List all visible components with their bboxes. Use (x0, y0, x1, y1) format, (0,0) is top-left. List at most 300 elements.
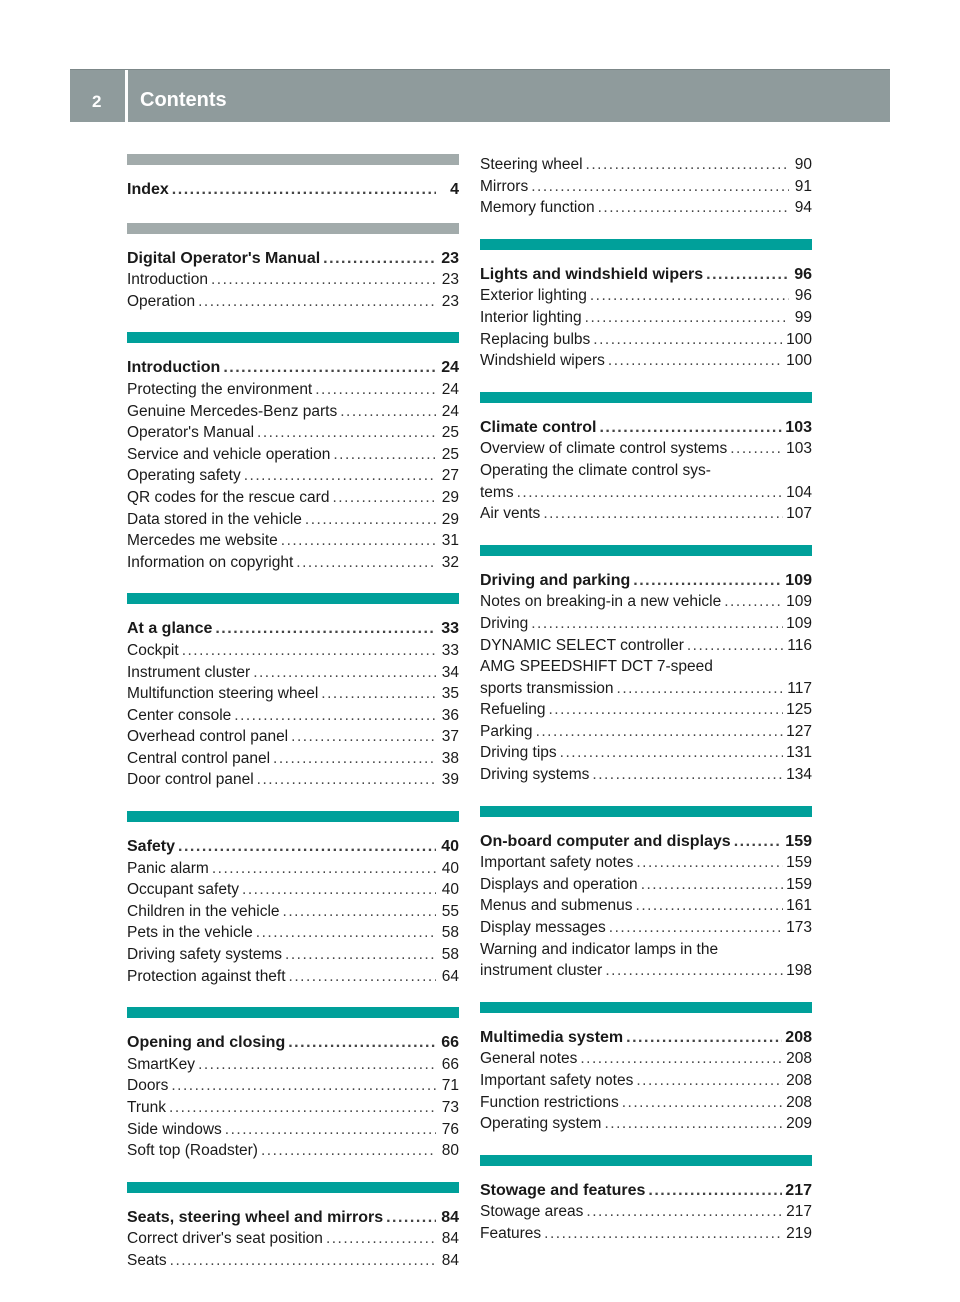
toc-entry-soft-top-roadster[interactable] (127, 1140, 459, 1162)
toc-entry-title: Operation (127, 292, 196, 310)
toc-entry-title: General notes (480, 1050, 578, 1068)
toc-page-number: 109 (786, 593, 812, 611)
toc-page-number: 117 (787, 679, 812, 697)
toc-entry-operation[interactable] (127, 291, 459, 313)
dot-leader (296, 552, 436, 574)
toc-entry-central-control-panel[interactable] (127, 748, 459, 770)
dot-leader (641, 874, 783, 896)
dot-leader (178, 836, 436, 858)
toc-entry-seats[interactable] (127, 1250, 459, 1272)
toc-entry-operator-s-manual[interactable] (127, 422, 459, 444)
toc-section-heading-lights-and-windshield-wipers[interactable] (480, 264, 812, 286)
toc-entry-dynamic-select-controller[interactable] (480, 635, 812, 657)
dot-leader (323, 248, 436, 270)
toc-entry-panic-alarm[interactable] (127, 858, 459, 880)
toc-section-heading-at-a-glance[interactable] (127, 618, 459, 640)
toc-section (480, 1002, 812, 1135)
dot-leader (648, 1180, 782, 1202)
dot-leader (590, 285, 789, 307)
toc-section-heading-driving-and-parking[interactable] (480, 570, 812, 592)
toc-entry-title: Overview of climate control systems (480, 440, 728, 458)
section-bar (127, 811, 459, 822)
toc-entry-title: Important safety notes (480, 854, 634, 872)
toc-entry-title: Seats, steering wheel and mirrors (127, 1208, 384, 1226)
toc-entry-amg-speedshift-dct-7-speed[interactable] (480, 656, 812, 678)
dot-leader (244, 465, 436, 487)
toc-entry-title: Warning and indicator lamps in the (480, 940, 719, 958)
toc-page-number: 34 (441, 663, 459, 681)
toc-entry-title: Service and vehicle operation (127, 445, 331, 463)
toc-section-heading-opening-and-closing[interactable] (127, 1032, 459, 1054)
toc-page-number: 198 (786, 962, 812, 980)
dot-leader (340, 401, 436, 423)
toc-entry-driving-safety-systems[interactable] (127, 944, 459, 966)
toc-page-number: 208 (786, 1072, 812, 1089)
toc-entry-title: DYNAMIC SELECT controller (480, 636, 684, 654)
toc-entry-title: Multimedia system (480, 1028, 624, 1046)
toc-entry-title: Soft top (Roadster) (127, 1142, 258, 1160)
toc-entry-operating-system[interactable] (480, 1113, 812, 1135)
toc-entry-title: Operating safety (127, 467, 241, 485)
dot-leader (333, 444, 436, 466)
toc-page-number: 103 (785, 418, 812, 436)
toc-page-number: 73 (441, 1099, 459, 1116)
toc-entry-title: Driving and parking (480, 571, 631, 589)
toc-section (480, 1155, 812, 1245)
toc-entry-title: Parking (480, 722, 533, 740)
toc-entry-title: instrument cluster (480, 962, 603, 980)
toc-page-number: 23 (441, 271, 459, 289)
toc-entry-title: Operating system (480, 1115, 602, 1133)
page-header (70, 69, 890, 122)
dot-leader (242, 879, 436, 901)
toc-page-number: 217 (785, 1181, 812, 1199)
dot-leader (332, 487, 436, 509)
toc-entry-side-windows[interactable] (127, 1119, 459, 1141)
toc-entry-title: Refueling (480, 701, 546, 719)
toc-entry-title: Notes on breaking-in a new vehicle (480, 593, 722, 611)
dot-leader (223, 357, 436, 379)
toc-entry-data-stored-in-the-vehicle[interactable] (127, 509, 459, 531)
toc-entry-title: Driving (480, 614, 529, 632)
section-bar (480, 1155, 812, 1166)
toc-entry-occupant-safety[interactable] (127, 879, 459, 901)
section-bar (127, 332, 459, 343)
toc-entry-trunk[interactable] (127, 1097, 459, 1119)
dot-leader (609, 917, 783, 939)
toc-page-number: 80 (441, 1142, 459, 1160)
toc-section-heading-safety[interactable] (127, 836, 459, 858)
dot-leader (586, 154, 789, 176)
toc-page-number: 58 (441, 946, 459, 964)
toc-entry-title: Climate control (480, 418, 597, 436)
toc-page-number: 208 (786, 1050, 812, 1068)
dot-leader (724, 591, 783, 613)
toc-entry-title: Mercedes me website (127, 532, 278, 550)
toc-section-heading-multimedia-system[interactable] (480, 1027, 812, 1049)
toc-entry-mirrors[interactable] (480, 176, 812, 198)
toc-section-heading-index[interactable] (127, 179, 459, 201)
dot-leader (599, 417, 782, 439)
toc-entry-driving[interactable] (480, 613, 812, 635)
toc-entry-introduction[interactable] (127, 269, 459, 291)
toc-entry-title: Instrument cluster (127, 663, 251, 681)
toc-entry-sports-transmission[interactable] (480, 678, 812, 700)
toc-page-number: 131 (786, 744, 812, 762)
toc-page-number: 217 (786, 1203, 812, 1221)
toc-entry-title: Important safety notes (480, 1072, 634, 1089)
toc-entry-pets-in-the-vehicle[interactable] (127, 922, 459, 944)
dot-leader (605, 960, 783, 982)
toc-entry-memory-function[interactable] (480, 197, 812, 219)
toc-entry-mercedes-me-website[interactable] (127, 530, 459, 552)
toc-entry-operating-safety[interactable] (127, 465, 459, 487)
toc-entry-title: Safety (127, 838, 176, 856)
dot-leader (305, 509, 436, 531)
toc-entry-overview-of-climate-control-systems[interactable] (480, 438, 812, 460)
toc-page-number: 29 (441, 488, 459, 506)
dot-leader (592, 764, 783, 786)
dot-leader (622, 1092, 783, 1114)
toc-entry-title: Side windows (127, 1120, 222, 1138)
section-bar (127, 154, 459, 165)
dot-leader (198, 291, 436, 313)
toc-section (127, 332, 459, 573)
dot-leader (636, 852, 783, 874)
toc-page-number: 31 (441, 532, 459, 550)
dot-leader (171, 1075, 436, 1097)
dot-leader (549, 699, 784, 721)
toc-section-heading-climate-control[interactable] (480, 417, 812, 439)
toc-entry-warning-and-indicator-lamps-in-the[interactable] (480, 939, 812, 961)
toc-section-heading-digital-operator-s-manual[interactable] (127, 248, 459, 270)
toc-page-number: 24 (441, 402, 459, 420)
toc-page-number: 84 (441, 1230, 459, 1248)
section-bar (127, 1007, 459, 1018)
toc-section (127, 223, 459, 313)
toc-page-number: 24 (441, 380, 459, 398)
toc-entry-title: Central control panel (127, 749, 271, 767)
toc-page-number: 100 (786, 330, 812, 348)
toc-page-number: 71 (441, 1077, 459, 1095)
toc-entry-doors[interactable] (127, 1075, 459, 1097)
toc-entry-replacing-bulbs[interactable] (480, 329, 812, 351)
toc-entry-title: Replacing bulbs (480, 330, 591, 348)
toc-entry-display-messages[interactable] (480, 917, 812, 939)
toc-page-number: 55 (441, 902, 459, 920)
dot-leader (225, 1119, 436, 1141)
toc-entry-protection-against-theft[interactable] (127, 966, 459, 988)
toc-page-number: 23 (441, 249, 459, 267)
toc-entry-title: Interior lighting (480, 308, 582, 326)
section-bar (480, 392, 812, 403)
toc-page-number: 99 (794, 308, 812, 326)
toc-entry-refueling[interactable] (480, 699, 812, 721)
toc-section-heading-stowage-and-features[interactable] (480, 1180, 812, 1202)
toc-page-number: 100 (786, 352, 812, 370)
toc-entry-instrument-cluster[interactable] (127, 662, 459, 684)
toc-entry-title: Windshield wipers (480, 352, 605, 370)
toc-entry-title: Correct driver's seat position (127, 1230, 323, 1248)
dot-leader (256, 922, 436, 944)
dot-leader (586, 1201, 783, 1223)
toc-entry-title: Opening and closing (127, 1034, 286, 1052)
dot-leader (604, 1113, 783, 1135)
dot-leader (182, 640, 436, 662)
toc-entry-steering-wheel[interactable] (480, 154, 812, 176)
dot-leader (531, 176, 789, 198)
toc-page-number: 219 (786, 1224, 812, 1242)
toc-entry-title: Driving tips (480, 744, 557, 762)
section-bar (480, 806, 812, 817)
toc-entry-exterior-lighting[interactable] (480, 285, 812, 307)
toc-page-number: 209 (786, 1115, 812, 1133)
toc-section (480, 392, 812, 525)
section-bar (480, 1002, 812, 1013)
toc-entry-notes-on-breaking-in-a-new-vehicle[interactable] (480, 591, 812, 613)
toc-entry-title: Door control panel (127, 771, 254, 789)
toc-entry-title: Exterior lighting (480, 287, 587, 305)
toc-page-number: 4 (450, 181, 459, 198)
dot-leader (321, 683, 436, 705)
toc-entry-title: Occupant safety (127, 881, 240, 899)
dot-leader (315, 379, 436, 401)
section-bar (480, 239, 812, 250)
toc-entry-title: At a glance (127, 620, 213, 638)
toc-entry-title: Doors (127, 1077, 169, 1095)
toc-page-number: 90 (794, 156, 812, 173)
toc-page-number: 39 (441, 771, 459, 789)
toc-page-number: 173 (786, 919, 812, 937)
toc-entry-title: Display messages (480, 919, 606, 937)
toc-entry-title: Function restrictions (480, 1093, 619, 1111)
toc-entry-title: Trunk (127, 1099, 167, 1116)
toc-entry-title: Protection against theft (127, 967, 286, 985)
toc-page-number: 58 (441, 924, 459, 942)
dot-leader (633, 570, 782, 592)
toc-section (480, 154, 812, 219)
toc-right-column (480, 154, 812, 1245)
toc-entry-title: Memory function (480, 199, 595, 217)
dot-leader (598, 197, 789, 219)
toc-page-number: 29 (441, 510, 459, 528)
toc-entry-service-and-vehicle-operation[interactable] (127, 444, 459, 466)
toc-section (127, 1182, 459, 1272)
toc-page-number: 91 (794, 177, 812, 195)
toc-page-number: 159 (786, 854, 812, 872)
section-bar (127, 593, 459, 604)
toc-page-number: 134 (786, 766, 812, 784)
toc-entry-title: Index (127, 181, 169, 198)
toc-page-number: 33 (441, 641, 459, 659)
dot-leader (544, 1223, 783, 1245)
toc-section (127, 154, 459, 201)
toc-entry-title: Mirrors (480, 177, 529, 195)
toc-entry-title: Overhead control panel (127, 728, 289, 746)
toc-entry-title: Menus and submenus (480, 897, 633, 915)
dot-leader (687, 635, 784, 657)
toc-entry-children-in-the-vehicle[interactable] (127, 901, 459, 923)
toc-entry-title: Introduction (127, 359, 221, 377)
toc-entry-tems[interactable] (480, 482, 812, 504)
toc-entry-title: Cockpit (127, 641, 179, 659)
dot-leader (273, 748, 436, 770)
dot-leader (215, 618, 436, 640)
toc-entry-function-restrictions[interactable] (480, 1092, 812, 1114)
toc-entry-general-notes[interactable] (480, 1048, 812, 1070)
dot-leader (257, 769, 436, 791)
toc-entry-title: AMG SPEEDSHIFT DCT 7-speed (480, 658, 713, 676)
toc-section (127, 593, 459, 791)
toc-entry-smartkey[interactable] (127, 1054, 459, 1076)
toc-entry-title: Genuine Mercedes-Benz parts (127, 402, 338, 420)
dot-leader (288, 1032, 436, 1054)
toc-entry-protecting-the-environment[interactable] (127, 379, 459, 401)
toc-entry-information-on-copyright[interactable] (127, 552, 459, 574)
toc-page-number: 36 (441, 706, 459, 724)
toc-entry-menus-and-submenus[interactable] (480, 895, 812, 917)
toc-entry-title: Multifunction steering wheel (127, 685, 319, 703)
dot-leader (283, 901, 436, 923)
toc-entry-title: Stowage areas (480, 1203, 584, 1221)
toc-page-number: 127 (786, 722, 812, 740)
toc-entry-multifunction-steering-wheel[interactable] (127, 683, 459, 705)
toc-page-number: 64 (441, 967, 459, 985)
toc-page-number: 96 (794, 287, 812, 305)
toc-section-heading-seats-steering-wheel-and-mirrors[interactable] (127, 1207, 459, 1229)
toc-page-number: 103 (786, 440, 812, 458)
dot-leader (543, 503, 783, 525)
toc-entry-correct-driver-s-seat-position[interactable] (127, 1228, 459, 1250)
dot-leader (285, 944, 436, 966)
dot-leader (636, 895, 784, 917)
dot-leader (170, 1250, 436, 1272)
toc-entry-interior-lighting[interactable] (480, 307, 812, 329)
toc-page-number: 25 (441, 445, 459, 463)
toc-entry-door-control-panel[interactable] (127, 769, 459, 791)
toc-entry-displays-and-operation[interactable] (480, 874, 812, 896)
dot-leader (585, 307, 789, 329)
toc-entry-title: Features (480, 1224, 542, 1242)
toc-entry-genuine-mercedes-benz-parts[interactable] (127, 401, 459, 423)
dot-leader (212, 858, 436, 880)
toc-entry-important-safety-notes[interactable] (480, 852, 812, 874)
toc-entry-operating-the-climate-control-sys[interactable] (480, 460, 812, 482)
toc-page-number: 109 (786, 614, 812, 632)
toc-entry-title: tems (480, 483, 514, 501)
toc-entry-title: Steering wheel (480, 156, 583, 173)
toc-page-number: 107 (786, 505, 812, 523)
dot-leader (289, 966, 436, 988)
toc-entry-center-console[interactable] (127, 705, 459, 727)
page-number: 2 (92, 92, 102, 111)
dot-leader (517, 482, 784, 504)
toc-entry-air-vents[interactable] (480, 503, 812, 525)
toc-entry-driving-tips[interactable] (480, 742, 812, 764)
toc-entry-title: Seats (127, 1251, 167, 1269)
dot-leader (211, 269, 436, 291)
toc-entry-title: Data stored in the vehicle (127, 510, 302, 528)
toc-page-number: 38 (441, 749, 459, 767)
dot-leader (730, 438, 783, 460)
dot-leader (234, 705, 436, 727)
toc-entry-title: Driving systems (480, 766, 590, 784)
toc-section (127, 1007, 459, 1162)
section-bar (127, 1182, 459, 1193)
toc-entry-overhead-control-panel[interactable] (127, 726, 459, 748)
toc-entry-stowage-areas[interactable] (480, 1201, 812, 1223)
toc-entry-title: Stowage and features (480, 1181, 646, 1199)
toc-page-number: 125 (786, 701, 812, 719)
dot-leader (198, 1054, 436, 1076)
dot-leader (257, 422, 436, 444)
dot-leader (386, 1207, 436, 1229)
toc-entry-title: Driving safety systems (127, 946, 283, 964)
toc-entry-parking[interactable] (480, 721, 812, 743)
toc-entry-driving-systems[interactable] (480, 764, 812, 786)
dot-leader (169, 1097, 436, 1119)
dot-leader (560, 742, 783, 764)
dot-leader (253, 662, 436, 684)
toc-entry-title: Air vents (480, 505, 541, 523)
dot-leader (536, 721, 784, 743)
toc-entry-title: Introduction (127, 271, 208, 289)
toc-entry-title: QR codes for the rescue card (127, 488, 330, 506)
dot-leader (531, 613, 783, 635)
dot-leader (608, 350, 783, 372)
toc-entry-title: sports transmission (480, 679, 614, 697)
toc-entry-title: On-board computer and displays (480, 832, 731, 850)
toc-page-number: 104 (786, 483, 812, 501)
toc-entry-important-safety-notes[interactable] (480, 1070, 812, 1092)
dot-leader (636, 1070, 783, 1092)
toc-entry-title: Displays and operation (480, 875, 638, 893)
dot-leader (626, 1027, 782, 1049)
toc-page-number: 40 (441, 838, 459, 856)
toc-section (480, 545, 812, 786)
toc-page-number: 84 (441, 1208, 459, 1226)
toc-section (480, 239, 812, 372)
header-divider (125, 70, 128, 122)
toc-entry-features[interactable] (480, 1223, 812, 1245)
toc-entry-instrument-cluster[interactable] (480, 960, 812, 982)
toc-entry-cockpit[interactable] (127, 640, 459, 662)
toc-section-heading-introduction[interactable] (127, 357, 459, 379)
dot-leader (261, 1140, 436, 1162)
toc-page-number: 40 (441, 859, 459, 877)
toc-page-number: 27 (441, 467, 459, 485)
section-bar (127, 223, 459, 234)
dot-leader (326, 1228, 436, 1250)
toc-page-number: 161 (786, 897, 812, 915)
dot-leader (172, 179, 436, 201)
toc-page-number: 33 (441, 620, 459, 638)
toc-entry-title: SmartKey (127, 1055, 196, 1073)
toc-page-number: 84 (441, 1251, 459, 1269)
toc-entry-windshield-wipers[interactable] (480, 350, 812, 372)
dot-leader (291, 726, 436, 748)
toc-entry-qr-codes-for-the-rescue-card[interactable] (127, 487, 459, 509)
dot-leader (580, 1048, 783, 1070)
toc-entry-title: Operator's Manual (127, 424, 255, 442)
dot-leader (593, 329, 783, 351)
toc-entry-title: Protecting the environment (127, 380, 313, 398)
toc-page-number: 159 (786, 875, 812, 893)
toc-page-number: 96 (794, 265, 812, 283)
toc-section-heading-on-board-computer-and-displays[interactable] (480, 831, 812, 853)
toc-page-number: 94 (794, 199, 812, 217)
toc-entry-title: Information on copyright (127, 553, 294, 571)
